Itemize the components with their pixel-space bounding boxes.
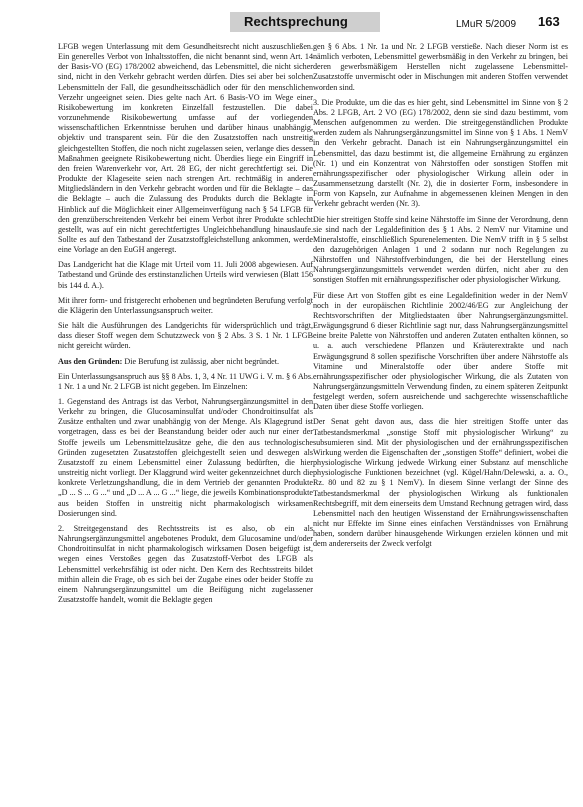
- grounds-label: Aus den Gründen:: [58, 356, 123, 366]
- paragraph: Ein Unterlassungsanspruch aus §§ 8 Abs. 1, 3, 4 Nr. 11 UWG i. V. m. § 6 Abs. 1 Nr. 1 a und Nr. 2 LFGB ist nicht gegeben. Im Einzelnen:: [58, 371, 313, 391]
- section-title: Rechtsprechung: [244, 14, 348, 29]
- paragraph: LFGB wegen Unterlassung mit dem Gesundheitsrecht nicht auszuschließen. Ein generelles Verbot von Inhaltsstoffen, die nicht benannt sind, wenn Art. 14 der Basis-VO (EG) 178/2002 abweichend, das Lebensmittel, die nicht sicher sind, nicht in den Verkehr gebracht werden dürfen. Dies sei aber bei solchen Lebensmitteln der Fall, die gesundheitsschädlich oder für den menschlichen Verzehr ungeeignet seien. Dies gelte nach Art. 6 Basis-VO im Wege einer Risikobewertung im konkreten Einzelfall festzustellen. Die dabei vorzunehmende Risikobewertung umfasse auf der vorliegenden wissenschaftlichen Erkenntnisse beruhen und darüber hinaus unabhängig, objektiv und transparent sein. Für die den Zusatzstoffen nach unstreitig gleichgestellten Stoffen, die noch nicht zugelassen seien, verlange dies dessen Maßnahmen geeignete Risikobewertung nicht. Überdies liege ein Eingriff in den freien Warenverkehr vor, Art. 28 EG, der nicht gerechtfertigt sei. Die Produkte der Klageseite seien nach strengen Art. rechtmäßig in anderen Mitgliedsländern in den Verkehr gebracht worden und für die Beklagte – das die Beklagte – auch die Zulassung des Produkts durch die Beklagte in Hinblick auf die Möglichkeit einer Allgemeinverfügung nach § 54 LFGB für den grenzüberschreitenden Verkehr bei einem Verbot ihrer Produkte schlecht gestellt, was auf ein nicht gerechtfertigtes Ungleichbehandlung hinauslaufe. Sollte es auf den Tatbestand der Zusatzstoffgleichstellung ankommen, werde eine Vorlage an den EuGH angeregt.: [58, 42, 313, 255]
- paragraph: Die hier streitigen Stoffe sind keine Nährstoffe im Sinne der Verordnung, denn sie sind nach der Legaldefinition des § 1 Abs. 2 NemV nur Vitamine und Mineralstoffe, einschließlich Spurenelementen. Die NemV trifft in § 5 selbst den dazugehörigen Anlagen 1 und 2 sodann nur noch Regelungen zu Nährstoffen und Nährstoffverbindungen, die bei der Herstellung eines Nahrungsergänzungsmittels verwendet werden dürfen, nicht aber zu den sonstigen Stoffen mit ernährungsspezifischer oder physiologischer Wirkung.: [313, 214, 568, 285]
- grounds-paragraph: [58, 357, 313, 367]
- grounds-text: Die Berufung ist zulässig, aber nicht begründet.: [124, 356, 279, 366]
- paragraph: Der Senat geht davon aus, dass die hier streitigen Stoffe unter das Tatbestandsmerkmal „sonstige Stoff mit physiologischer Wirkung“ zu subsumieren sind. Mit der physiologischen und der ernährungsspezifischen Wirkung werden die Eigenschaften der „sonstigen Stoffe“ definiert, wobei die physiologische Wirkung jedwede Wirkung einer Substanz auf menschliche physiologische Funktionen bezeichnet (vgl. Kügel/Hahn/Delewski, a. a. O., Rz. 80 und 82 zu § 1 NemV). In diesem Sinne verlangt der Sinne des Tatbestandsmerkmal der physiologischen Wirkung als funktionalen Rechtsbegriff, mit dem einerseits dem Umstand Rechnung getragen wird, dass Lebensmittel nach den heutigen Wissenstand der Ernährungswissenschaften nicht nur Effekte im Sinne eines einfachen Verständnisses von Ernährung haben, sondern darüber hinausgehende Wirkungen erzielen können und mit dem andererseits der Zweck verfolgt: [313, 417, 568, 549]
- paragraph: 2. Streitgegenstand des Rechtsstreits ist es also, ob ein als Nahrungsergänzungsmittel angebotenes Produkt, dem Glucosamine und/oder Chondroitinsulfat in nicht pharmakologisch wirksamen Dosen beigefügt ist, wegen eines Verstoßes gegen das Zusatzstoff-Verbot des LFGB als Lebensmittel verkehrsfähig ist oder nicht. Den Kern des Rechtsstreits bildet mithin allein die Frage, ob es sich bei der Zugabe eines oder beider Stoffe zu einem Nahrungsergänzungsmittel um die Beifügung nicht zugelassener Zusatzstoffe handelt, womit die Beklagte gegen: [58, 523, 313, 604]
- paragraph: gen § 6 Abs. 1 Nr. 1a und Nr. 2 LFGB verstieße. Nach dieser Norm ist es nämlich verboten, Lebensmittel gewerbsmäßig in den Verkehr zu bringen, bei deren gewerbsmäßigem Herstellen nicht zugelassene Lebensmittel-Zusatzstoffe unvermischt oder in Mischungen mit anderen Stoffen verwendet worden sind.: [313, 42, 568, 92]
- paragraph: Sie hält die Ausführungen des Landgerichts für widersprüchlich und trägt, dass dieser Stoff wegen dem Schutzzweck von § 2 Abs. 3 S. 1 Nr. 1 LFGB nicht gereicht würden.: [58, 321, 313, 351]
- page-header: [0, 0, 583, 34]
- paragraph: Für diese Art von Stoffen gibt es eine Legaldefinition weder in der NemV noch in der europäischen Richtlinie 2002/46/EG zur Angleichung der Rechtsvorschriften der Mitgliedstaaten über Nahrungsergänzungsmittel. Erwägungsgrund 6 dieser Richtlinie sagt nur, dass Nahrungsergänzungsmittel eine breite Palette von Nährstoffen und anderen Zutaten enthalten können, so u. a. auch verschiedene Pflanzen und Kräuterextrakte und nach Erwägungsgrund 8 sollen spezifische Vorschriften über andere Nährstoffe als Vitamine und Mineralstoffe oder über andere Stoffe mit ernährungsspezifischer oder physiologischer Wirkung, die als Zutaten von Nahrungsergänzungsmitteln Verwendung finden, zu einem späteren Zeitpunkt festgelegt werden, sofern ausreichende und sachgerechte wissenschaftliche Daten über diese Stoffe vorliegen.: [313, 290, 568, 412]
- paragraph: 3. Die Produkte, um die das es hier geht, sind Lebensmittel im Sinne von § 2 Abs. 2 LFGB, Art. 2 VO (EG) 178/2002, denn sie sind dazu bestimmt, vom Menschen aufgenommen zu werden. Die streitgegenständlichen Produkte werden zudem als Nahrungsergänzungsmittel im Sinne von § 1 Abs. 1 NemV in den Verkehr gebracht. Danach ist ein Nahrungsergänzungsmittel ein Lebensmittel, das dazu bestimmt ist, die allgemeine Ernährung zu ergänzen (Nr. 1) und ein Konzentrat von Nährstoffen oder sonstigen Stoffen mit ernährungsspezifischer oder physiologischer Wirkung allein oder in Zusammensetzung darstellt (Nr. 2), die in dosierter Form, insbesondere in Form von Kapseln, zur Aufnahme in abgemessenen kleinen Mengen in den Verkehr gebracht werden (Nr. 3).: [313, 97, 568, 209]
- paragraph: 1. Gegenstand des Antrags ist das Verbot, Nahrungsergänzungsmittel in den Verkehr zu bringen, die Glucosaminsulfat und/oder Chondroitinsulfat als Zusätze enthalten und zwar unabhängig von der Menge. Als Klagegrund ist vorgetragen, dass es bei der Beanstandung beider oder auch nur einer der Stoffe jeweils um Lebensmittelzusätze gehe, die den aus technologische Gründen zugesetzten Zusatzstoffen gleichgestellt seien und deswegen als Zusatzstoff zu einem Lebensmittel einer Zulassung bedürften, die hier unstreitig nicht vorliegt. Der Klaggrund wird weiter gekennzeichnet durch die konkrete Verletzungshandlung, die in dem Vertrieb der genannten Produkte „D ... S ... G ...“ und „D ... A ... G ...“ liege, die jeweils Kombinationsprodukte aus beiden Stoffen in unstreitig nicht pharmakologisch wirksamen Dosierungen sind.: [58, 397, 313, 518]
- paragraph: Das Landgericht hat die Klage mit Urteil vom 11. Juli 2008 abgewiesen. Auf Tatbestand und Gründe des erstinstanzlichen Urteils wird verwiesen (Blatt 156 bis 144 d. A.).: [58, 260, 313, 290]
- left-column: [58, 42, 313, 807]
- page-number: 163: [538, 14, 560, 29]
- right-column: [313, 42, 568, 807]
- paragraph: Mit ihrer form- und fristgerecht erhobenen und begründeten Berufung verfolgt die Klägerin den Unterlassungsanspruch weiter.: [58, 295, 313, 315]
- journal-reference: LMuR 5/2009: [456, 19, 517, 30]
